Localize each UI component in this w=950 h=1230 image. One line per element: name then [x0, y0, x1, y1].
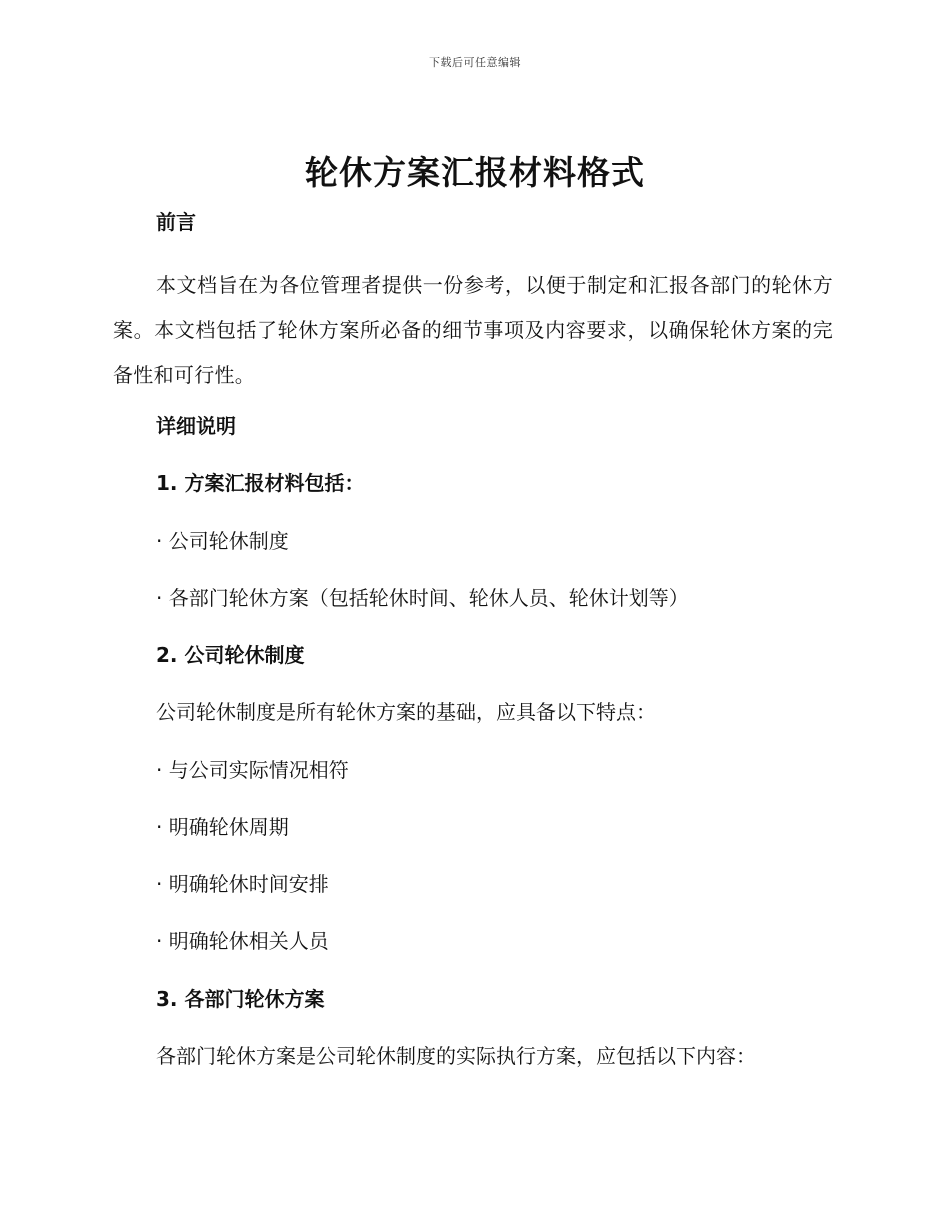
section-2-heading: 2. 公司轮休制度 — [156, 643, 305, 667]
preface-paragraph: 本文档旨在为各位管理者提供一份参考，以便于制定和汇报各部门的轮休方案。本文档包括了轮休方案所必备的细节事项及内容要求，以确保轮休方案的完备性和可行性。 — [113, 273, 833, 387]
list-item: · 明确轮休周期 — [156, 815, 289, 839]
section-3-heading: 3. 各部门轮休方案 — [156, 987, 325, 1011]
section-3-intro: 各部门轮休方案是公司轮休制度的实际执行方案，应包括以下内容： — [156, 1044, 756, 1068]
details-heading: 详细说明 — [156, 414, 236, 438]
page-header-note: 下载后可任意编辑 — [429, 56, 521, 69]
list-item: · 明确轮休相关人员 — [156, 929, 329, 953]
list-item: · 与公司实际情况相符 — [156, 758, 349, 782]
section-2-intro: 公司轮休制度是所有轮休方案的基础，应具备以下特点： — [156, 700, 656, 724]
document-title: 轮休方案汇报材料格式 — [305, 153, 645, 192]
preface-heading: 前言 — [156, 210, 196, 234]
list-item: · 各部门轮休方案（包括轮休时间、轮休人员、轮休计划等） — [156, 586, 689, 610]
section-1-heading: 1. 方案汇报材料包括： — [156, 471, 365, 495]
list-item: · 明确轮休时间安排 — [156, 872, 329, 896]
list-item: · 公司轮休制度 — [156, 529, 289, 553]
